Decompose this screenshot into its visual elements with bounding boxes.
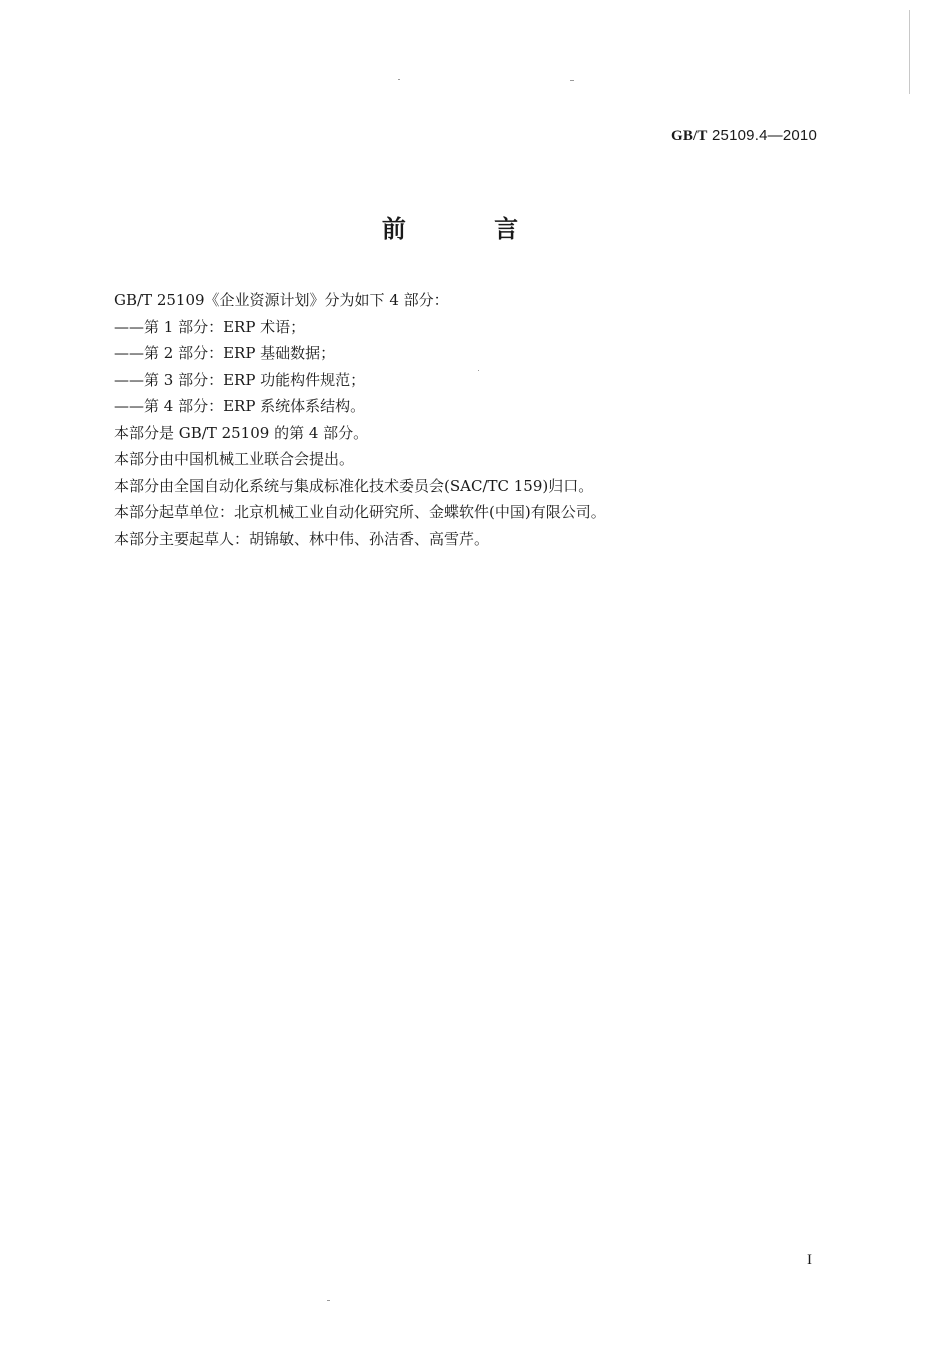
paragraph: 本部分主要起草人：胡锦敏、林中伟、孙洁香、高雪芹。 [114, 529, 490, 548]
list-item: ——第 2 部分：ERP 基础数据； [114, 344, 336, 362]
page-number: I [807, 1252, 812, 1268]
list-item: ——第 3 部分：ERP 功能构件规范； [114, 370, 366, 389]
paragraph: 本部分由全国自动化系统与集成标准化技术委员会(SAC/TC 159)归口。 [114, 476, 594, 495]
paragraph: 本部分是 GB/T 25109 的第 4 部分。 [114, 423, 369, 442]
list-item: ——第 1 部分：ERP 术语； [114, 317, 306, 336]
paragraph: 本部分由中国机械工业联合会提出。 [114, 450, 355, 468]
standard-code-prefix: GB/T [670, 128, 708, 144]
paragraph: 本部分起草单位：北京机械工业自动化研究所、金蝶软件(中国)有限公司。 [114, 503, 606, 521]
scan-speck [327, 1300, 330, 1301]
standard-code [671, 127, 817, 145]
scan-speck [570, 80, 574, 81]
list-item: ——第 4 部分：ERP 系统体系结构。 [114, 397, 366, 415]
foreword-body [114, 287, 834, 552]
paragraph: GB/T 25109《企业资源计划》分为如下 4 部分： [114, 291, 449, 309]
scan-edge-line [909, 10, 910, 94]
standard-code-number: 25109.4—2010 [712, 127, 817, 144]
scan-speck [398, 79, 400, 80]
page-title: 前 言 [381, 214, 559, 243]
